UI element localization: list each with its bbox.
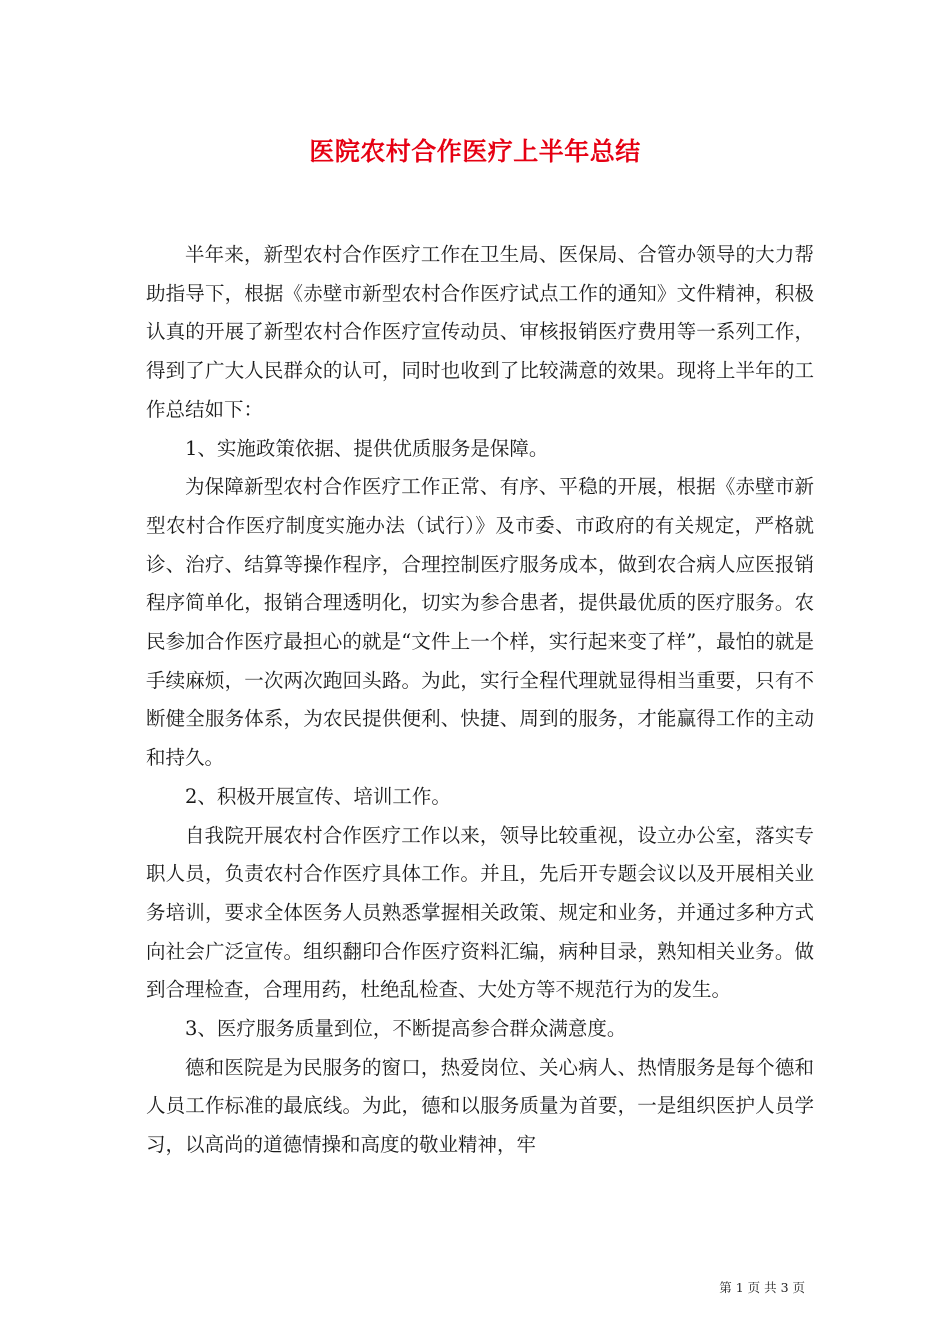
paragraph-intro: 半年来，新型农村合作医疗工作在卫生局、医保局、合管办领导的大力帮助指导下，根据《赤壁市新型农村合作医疗试点工作的通知》文件精神，积极认真的开展了新型农村合作医疗宣传动员、审核报销医疗费用等一系列工作，得到了广大人民群众的认可，同时也收到了比较满意的效果。现将上半年的工作总结如下： (146, 243, 814, 421)
document-body (146, 236, 814, 1165)
section-heading-3: 3、医疗服务质量到位，不断提高参合群众满意度。 (185, 1017, 627, 1041)
page-number-footer: 第 1 页 共 3 页 (719, 1280, 805, 1295)
section-heading-2: 2、积极开展宣传、培训工作。 (185, 784, 451, 808)
paragraph-section-2: 自我院开展农村合作医疗工作以来，领导比较重视，设立办公室，落实专职人员，负责农村合作医疗具体工作。并且，先后开专题会议以及开展相关业务培训，要求全体医务人员熟悉掌握相关政策、规定和业务，并通过多种方式向社会广泛宣传。组织翻印合作医疗资料汇编，病种目录，熟知相关业务。做到合理检查，合理用药，杜绝乱检查、大处方等不规范行为的发生。 (146, 823, 814, 1002)
document-title: 医院农村合作医疗上半年总结 (309, 137, 641, 166)
paragraph-section-1: 为保障新型农村合作医疗工作正常、有序、平稳的开展，根据《赤壁市新型农村合作医疗制度实施办法（试行）》及市委、市政府的有关规定，严格就诊、治疗、结算等操作程序，合理控制医疗服务成本，做到农合病人应医报销程序简单化，报销合理透明化，切实为参合患者，提供最优质的医疗服务。农民参加合作医疗最担心的就是“文件上一个样，实行起来变了样”，最怕的就是手续麻烦，一次两次跑回头路。为此，实行全程代理就显得相当重要，只有不断健全服务体系，为农民提供便利、快捷、周到的服务，才能赢得工作的主动和持久。 (146, 475, 814, 770)
paragraph-section-3: 德和医院是为民服务的窗口，热爱岗位、关心病人、热情服务是每个德和人员工作标准的最底线。为此，德和以服务质量为首要，一是组织医护人员学习，以高尚的道德情操和高度的敬业精神，牢 (146, 1055, 814, 1157)
section-heading-1: 1、实施政策依据、提供优质服务是保障。 (185, 436, 549, 460)
